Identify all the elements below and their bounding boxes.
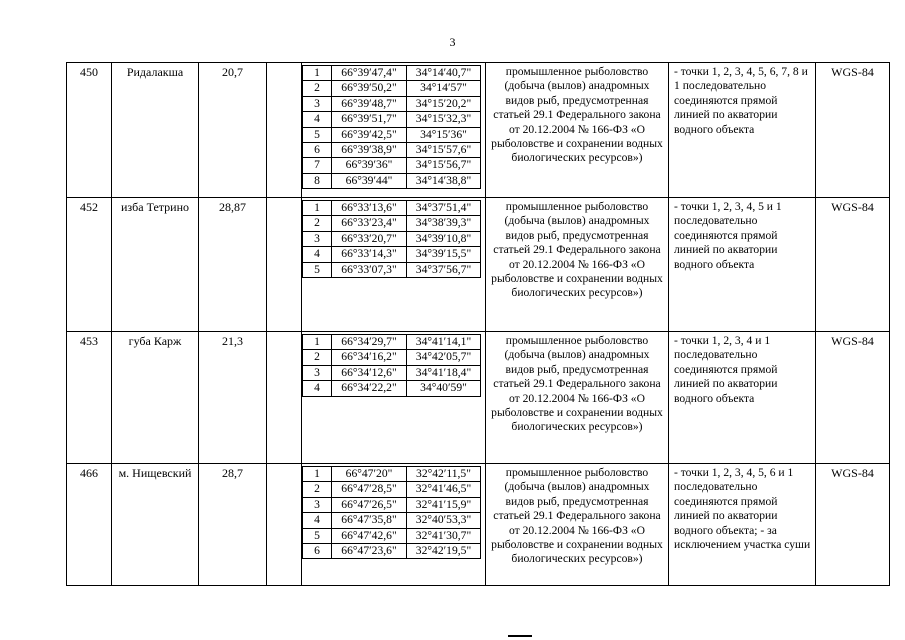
- longitude: 34°40′59": [407, 381, 481, 396]
- longitude: 32°41′46,5": [407, 482, 481, 497]
- coordinate-row: [303, 173, 481, 188]
- latitude: 66°47′28,5": [332, 482, 407, 497]
- longitude: 34°15′20,2": [407, 96, 481, 111]
- site-number: 466: [67, 464, 112, 586]
- point-number: 3: [303, 96, 332, 111]
- coordinate-row: [303, 112, 481, 127]
- point-number: 3: [303, 231, 332, 246]
- table-row: [67, 63, 890, 198]
- coordinate-row: [303, 96, 481, 111]
- point-number: 1: [303, 201, 332, 216]
- point-number: 6: [303, 143, 332, 158]
- empty-cell: [267, 198, 302, 332]
- point-number: 5: [303, 127, 332, 142]
- latitude: 66°33′20,7": [332, 231, 407, 246]
- latitude: 66°33′23,4": [332, 216, 407, 231]
- latitude: 66°34′16,2": [332, 350, 407, 365]
- coordinate-row: [303, 127, 481, 142]
- latitude: 66°34′22,2": [332, 381, 407, 396]
- point-number: 4: [303, 513, 332, 528]
- point-number: 3: [303, 365, 332, 380]
- point-number: 2: [303, 81, 332, 96]
- longitude: 32°41′15,9": [407, 497, 481, 512]
- site-name: изба Тетрино: [112, 198, 199, 332]
- point-number: 6: [303, 544, 332, 559]
- coordinate-system: WGS-84: [816, 63, 890, 198]
- site-area: 28,7: [199, 464, 267, 586]
- point-number: 5: [303, 528, 332, 543]
- site-number: 453: [67, 332, 112, 464]
- point-number: 3: [303, 497, 332, 512]
- coordinate-row: [303, 216, 481, 231]
- latitude: 66°39′42,5": [332, 127, 407, 142]
- point-number: 4: [303, 381, 332, 396]
- longitude: 34°15′56,7": [407, 158, 481, 173]
- coordinate-row: [303, 247, 481, 262]
- permitted-use: промышленное рыболовство (добыча (вылов) анадромных видов рыб, предусмотренная статьей 29.1 Федерального закона от 20.12.2004 № 166-ФЗ «О рыболовстве и сохранении водных биологических ресурсов»): [486, 464, 669, 586]
- coordinate-row: [303, 467, 481, 482]
- longitude: 34°14′57": [407, 81, 481, 96]
- latitude: 66°47′26,5": [332, 497, 407, 512]
- coordinates-table: [302, 334, 481, 397]
- point-number: 7: [303, 158, 332, 173]
- longitude: 34°14′40,7": [407, 66, 481, 81]
- latitude: 66°34′29,7": [332, 335, 407, 350]
- point-number: 1: [303, 335, 332, 350]
- coordinate-row: [303, 513, 481, 528]
- longitude: 32°42′11,5": [407, 467, 481, 482]
- longitude: 34°39′10,8": [407, 231, 481, 246]
- coordinate-row: [303, 335, 481, 350]
- fishing-sites-table: [66, 62, 890, 586]
- coordinate-row: [303, 81, 481, 96]
- latitude: 66°47′23,6": [332, 544, 407, 559]
- point-number: 5: [303, 262, 332, 277]
- longitude: 34°14′38,8": [407, 173, 481, 188]
- page-fragment-mark: [508, 635, 532, 637]
- coordinates-table: [302, 200, 481, 278]
- latitude: 66°47′20": [332, 467, 407, 482]
- coordinate-system: WGS-84: [816, 198, 890, 332]
- longitude: 32°40′53,3": [407, 513, 481, 528]
- point-number: 2: [303, 482, 332, 497]
- longitude: 34°41′14,1": [407, 335, 481, 350]
- boundary-description: - точки 1, 2, 3, 4, 5, 6 и 1 последовательно соединяются прямой линией по акватории водного объекта; - за исключением участка суши: [669, 464, 816, 586]
- longitude: 32°42′19,5": [407, 544, 481, 559]
- latitude: 66°47′42,6": [332, 528, 407, 543]
- site-number: 450: [67, 63, 112, 198]
- longitude: 34°15′57,6": [407, 143, 481, 158]
- latitude: 66°39′50,2": [332, 81, 407, 96]
- longitude: 34°41′18,4": [407, 365, 481, 380]
- coordinate-row: [303, 143, 481, 158]
- site-name: Ридалакша: [112, 63, 199, 198]
- coordinate-row: [303, 365, 481, 380]
- boundary-description: - точки 1, 2, 3, 4, 5 и 1 последовательно соединяются прямой линией по акватории водного объекта: [669, 198, 816, 332]
- coordinate-row: [303, 231, 481, 246]
- permitted-use: промышленное рыболовство (добыча (вылов) анадромных видов рыб, предусмотренная статьей 29.1 Федерального закона от 20.12.2004 № 166-ФЗ «О рыболовстве и сохранении водных биологических ресурсов»): [486, 198, 669, 332]
- boundary-description: - точки 1, 2, 3, 4 и 1 последовательно соединяются прямой линией по акватории водного объекта: [669, 332, 816, 464]
- latitude: 66°39′48,7": [332, 96, 407, 111]
- site-number: 452: [67, 198, 112, 332]
- latitude: 66°39′36": [332, 158, 407, 173]
- coordinates-cell: [302, 198, 486, 332]
- longitude: 34°15′36": [407, 127, 481, 142]
- longitude: 34°38′39,3": [407, 216, 481, 231]
- coordinate-row: [303, 381, 481, 396]
- longitude: 34°39′15,5": [407, 247, 481, 262]
- table-row: [67, 332, 890, 464]
- latitude: 66°33′07,3": [332, 262, 407, 277]
- point-number: 1: [303, 467, 332, 482]
- coordinate-row: [303, 350, 481, 365]
- coordinate-system: WGS-84: [816, 332, 890, 464]
- table-row: [67, 464, 890, 586]
- longitude: 34°15′32,3": [407, 112, 481, 127]
- point-number: 8: [303, 173, 332, 188]
- point-number: 2: [303, 350, 332, 365]
- latitude: 66°39′51,7": [332, 112, 407, 127]
- coordinates-cell: [302, 464, 486, 586]
- site-name: м. Нищевский: [112, 464, 199, 586]
- empty-cell: [267, 63, 302, 198]
- boundary-description: - точки 1, 2, 3, 4, 5, 6, 7, 8 и 1 последовательно соединяются прямой линией по акватории водного объекта: [669, 63, 816, 198]
- coordinate-system: WGS-84: [816, 464, 890, 586]
- longitude: 34°37′56,7": [407, 262, 481, 277]
- latitude: 66°33′14,3": [332, 247, 407, 262]
- coordinate-row: [303, 544, 481, 559]
- site-area: 21,3: [199, 332, 267, 464]
- site-area: 28,87: [199, 198, 267, 332]
- coordinates-cell: [302, 332, 486, 464]
- coordinate-row: [303, 262, 481, 277]
- latitude: 66°39′47,4": [332, 66, 407, 81]
- coordinate-row: [303, 66, 481, 81]
- latitude: 66°47′35,8": [332, 513, 407, 528]
- empty-cell: [267, 332, 302, 464]
- coordinate-row: [303, 497, 481, 512]
- latitude: 66°39′44": [332, 173, 407, 188]
- longitude: 32°41′30,7": [407, 528, 481, 543]
- coordinate-row: [303, 158, 481, 173]
- point-number: 2: [303, 216, 332, 231]
- longitude: 34°37′51,4": [407, 201, 481, 216]
- permitted-use: промышленное рыболовство (добыча (вылов) анадромных видов рыб, предусмотренная статьей 29.1 Федерального закона от 20.12.2004 № 166-ФЗ «О рыболовстве и сохранении водных биологических ресурсов»): [486, 63, 669, 198]
- table-row: [67, 198, 890, 332]
- coordinate-row: [303, 482, 481, 497]
- latitude: 66°33′13,6": [332, 201, 407, 216]
- coordinates-table: [302, 466, 481, 559]
- page-number: 3: [449, 35, 456, 49]
- point-number: 4: [303, 112, 332, 127]
- site-area: 20,7: [199, 63, 267, 198]
- latitude: 66°39′38,9": [332, 143, 407, 158]
- coordinates-cell: [302, 63, 486, 198]
- point-number: 4: [303, 247, 332, 262]
- longitude: 34°42′05,7": [407, 350, 481, 365]
- coordinate-row: [303, 201, 481, 216]
- point-number: 1: [303, 66, 332, 81]
- site-name: губа Карж: [112, 332, 199, 464]
- empty-cell: [267, 464, 302, 586]
- permitted-use: промышленное рыболовство (добыча (вылов) анадромных видов рыб, предусмотренная статьей 29.1 Федерального закона от 20.12.2004 № 166-ФЗ «О рыболовстве и сохранении водных биологических ресурсов»): [486, 332, 669, 464]
- coordinate-row: [303, 528, 481, 543]
- latitude: 66°34′12,6": [332, 365, 407, 380]
- coordinates-table: [302, 65, 481, 189]
